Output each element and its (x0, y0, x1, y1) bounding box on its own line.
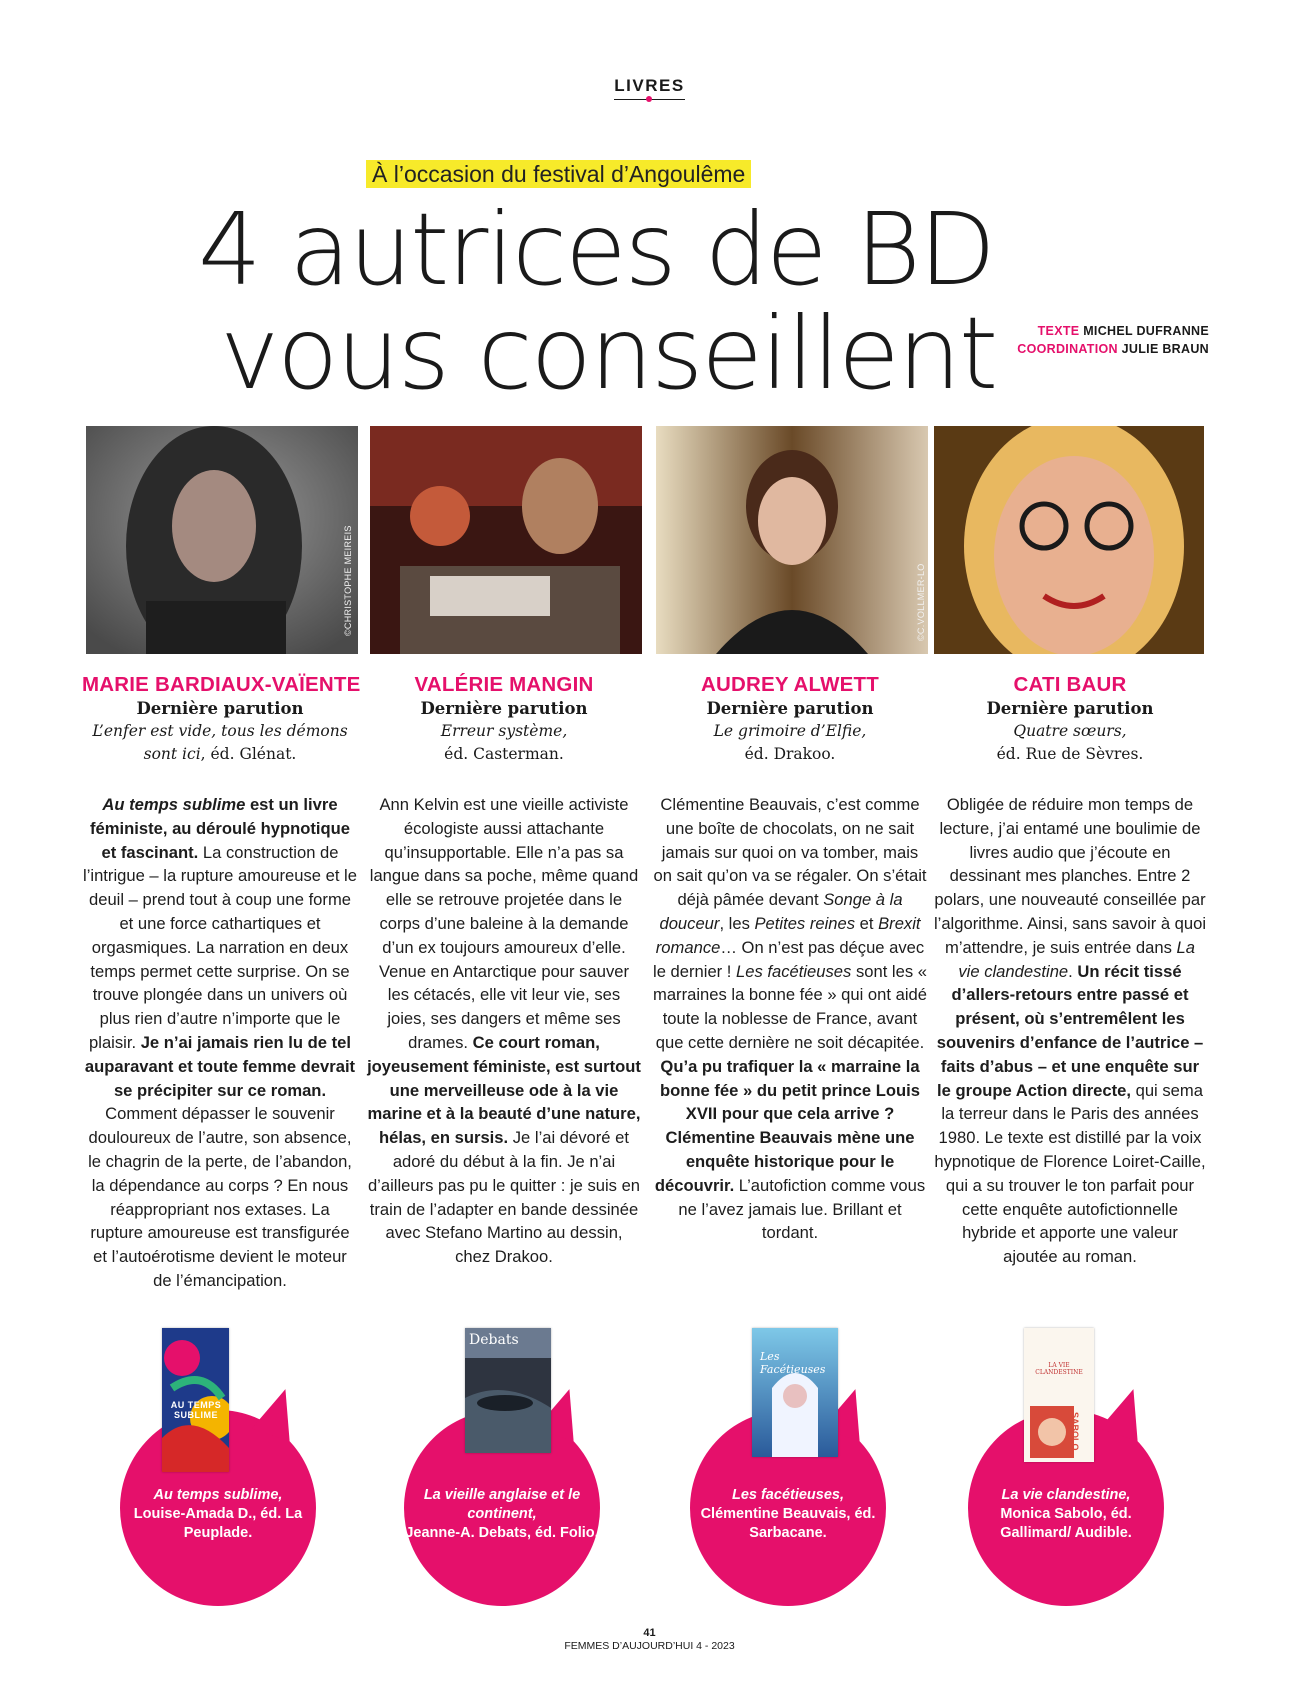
author-name-1: MARIE BARDIAUX-VAÏENTE (82, 673, 361, 696)
bubble-caption-1: Au temps sublime, Louise-Amada D., éd. La Peuplade. (133, 1487, 303, 1541)
latest-publisher-1: sont ici, éd. Glénat. (143, 745, 297, 763)
section-title: LIVRES (614, 76, 684, 100)
review-text-3: Clémentine Beauvais, c’est comme une boîte de chocolats, on ne sait jamais sur quoi on va tomber, mais on sait qu’on va se régaler. On s’était déjà pâmée devant Songe à la douceur, les Petites reines et Brexit romance… On n’est pas déçue avec le dernier ! Les facétieuses sont les « marraines la bonne fée » qui ont aidé toute la noblesse de France, avant que cette dernière ne soit décapitée. Qu’a pu trafiquer la « marraine la bonne fée » du petit prince Louis XVII pour que cela arrive ? Clémentine Beauvais mène une enquête historique pour le découvrir. L’autofiction comme vous ne l’avez jamais lue. Brillant et tordant. (653, 795, 927, 1243)
latest-title-4: Quatre sœurs, (1013, 722, 1127, 740)
latest-label-2: Dernière parution (420, 699, 588, 718)
headline-line-1: 4 autrices de BD (198, 191, 994, 308)
latest-publisher-4: éd. Rue de Sèvres. (996, 745, 1144, 763)
book-cover-2 (465, 1328, 551, 1453)
photo-credit-3: ©C.VOLLMER-LO (916, 563, 926, 641)
column-1-header (82, 672, 361, 766)
author-name-3: AUDREY ALWETT (701, 673, 879, 696)
latest-label-1: Dernière parution (136, 699, 304, 718)
latest-title-3: Le grimoire d’Elfie, (713, 722, 867, 740)
page-number: 41 (643, 1627, 656, 1639)
headline (190, 191, 997, 412)
column-4-header (932, 672, 1208, 766)
credit-coord-value: JULIE BRAUN (1121, 342, 1209, 356)
portrait-photo-3 (656, 426, 928, 654)
bubble-caption-3: Les facétieuses, Clémentine Beauvais, éd. Sarbacane. (700, 1487, 876, 1541)
latest-title-2: Erreur système, (440, 722, 568, 740)
magazine-issue: FEMMES D’AUJOURD’HUI 4 - 2023 (564, 1640, 735, 1652)
portrait-photo-4 (934, 426, 1204, 654)
review-text-1: Au temps sublime est un livre féministe, au déroulé hypnotique et fascinant. La construction de l’intrigue – la rupture amoureuse et le deuil – prend tout à coup une forme et une force cathartiques et orgasmiques. La narration en deux temps permet cette surprise. On se trouve plongée dans un univers où plus rien d’autre n’importe que le plaisir. Je n’ai jamais rien lu de tel auparavant et toute femme devrait se précipiter sur ce roman. Comment dépasser le souvenir douloureux de l’autre, son absence, le chagrin de la perte, de l’abandon, la dépendance au corps ? En nous réappropriant nos extases. La rupture amoureuse est transfigurée et l’autoérotisme devient le moteur de l’émancipation. (83, 795, 357, 1290)
page-footer (0, 1627, 1299, 1653)
latest-label-3: Dernière parution (706, 699, 874, 718)
book-cover-3 (752, 1328, 838, 1457)
latest-publisher-3: éd. Drakoo. (744, 745, 836, 763)
book-cover-4 (1024, 1328, 1094, 1462)
credits (1017, 322, 1209, 358)
review-text-2: Ann Kelvin est une vieille activiste écologiste aussi attachante qu’insupportable. Elle n’a pas sa langue dans sa poche, même quand elle se retrouve projetée dans le corps d’une baleine à la demande d’un ex toujours amoureux d’elle. Venue en Antarctique pour sauver les cétacés, elle vit leur vie, ses joies, ses dangers et même ses drames. Ce court roman, joyeusement féministe, est surtout une merveilleuse ode à la vie marine et à la beauté d’une nature, hélas, en sursis. Je l’ai dévoré et adoré du début à la fin. Je n’ai d’ailleurs pas pu le quitter : je suis en train de l’adapter en bande dessinée avec Stefano Martino au dessin, chez Drakoo. (367, 795, 641, 1267)
column-3-header (652, 672, 928, 766)
headline-line-2: vous conseillent (220, 295, 997, 412)
credit-texte-value: MICHEL DUFRANNE (1083, 324, 1209, 338)
photo-credit-1: ©CHRISTOPHE MEIREIS (343, 525, 353, 636)
credit-coord-key: COORDINATION (1017, 342, 1118, 356)
bubble-caption-2: La vieille anglaise et le continent, Jeanne-A. Debats, éd. Folio. (405, 1487, 599, 1541)
latest-publisher-2: éd. Casterman. (444, 745, 564, 763)
column-2-header (366, 672, 642, 766)
latest-title-1: L’enfer est vide, tous les démons (92, 722, 348, 740)
review-text-4: Obligée de réduire mon temps de lecture, j’ai entamé une boulimie de livres audio que j’écoute en dessinant mes planches. Entre 2 polars, une nouveauté conseillée par l’algorithme. Ainsi, sans savoir à quoi m’attendre, je suis entrée dans La vie clandestine. Un récit tissé d’allers-retours entre passé et présent, où s’entremêlent les souvenirs d’enfance de l’autrice – faits d’abus – et une enquête sur le groupe Action directe, qui sema la terreur dans le Paris des années 1980. Le texte est distillé par la voix hypnotique de Florence Loiret-Caille, qui a su trouver le ton parfait pour cette enquête autofictionnelle hybride et apporte une valeur ajoutée au roman. (933, 795, 1207, 1267)
cover-author-4: SABOLO (1070, 1412, 1080, 1451)
kicker: À l’occasion du festival d’Angoulême (366, 160, 751, 188)
section-dot (646, 96, 652, 102)
cover-title-3: Les Facétieuses (760, 1350, 826, 1376)
latest-label-4: Dernière parution (986, 699, 1154, 718)
cover-title-2: Debats (469, 1332, 519, 1348)
cover-title-4: LA VIE CLANDESTINE (1035, 1362, 1083, 1376)
author-name-2: VALÉRIE MANGIN (414, 673, 594, 696)
credit-texte-key: TEXTE (1037, 324, 1080, 338)
bubble-caption-4: La vie clandestine, Monica Sabolo, éd. Gallimard/ Audible. (1000, 1487, 1132, 1541)
cover-title-1: AU TEMPS SUBLIME (170, 1400, 222, 1420)
portrait-photo-1 (86, 426, 358, 654)
portrait-photo-2 (370, 426, 642, 654)
author-name-4: CATI BAUR (1013, 673, 1127, 696)
